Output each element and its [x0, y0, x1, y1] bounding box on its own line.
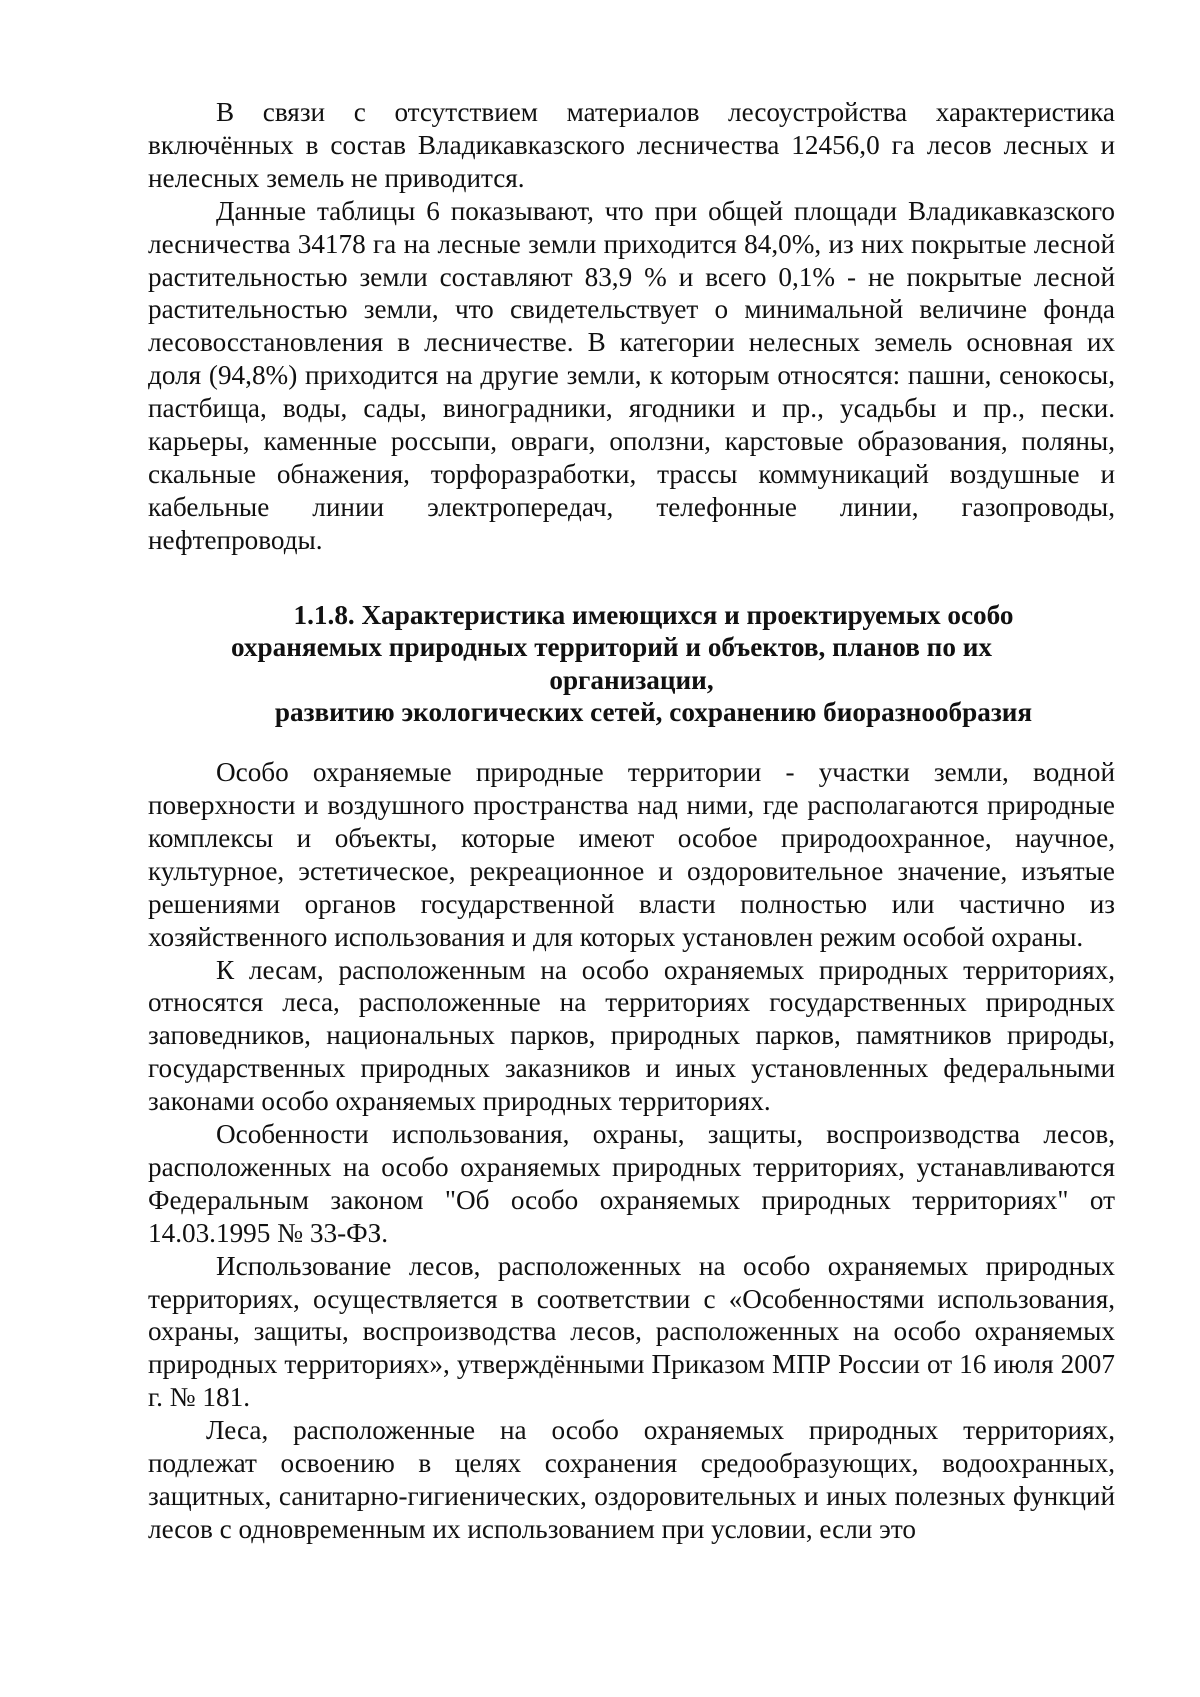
heading-line: 1.1.8. Характеристика имеющихся и проектируемых особо: [293, 599, 1014, 630]
heading-line: охраняемых природных территорий и объектов, планов по их: [230, 632, 992, 663]
paragraph-forest-development: Леса, расположенные на особо охраняемых природных территориях, подлежат освоению в целях сохранения средообразующих, водоохранных, защитных, санитарно-гигиенических, оздоровительных и иных полезных функций лесов с одновременным их использованием при условии, если это: [148, 1415, 1115, 1544]
document-page: [148, 96, 1115, 1546]
paragraph-oopt-definition: Особо охраняемые природные территории - участки земли, водной поверхности и воздушного пространства над ними, где располагаются природные комплексы и объекты, которые имеют особое природоохранное, научное, культурное, эстетическое, рекреационное и оздоровительное значение, изъятые решениями органов государственной власти полностью или частично из хозяйственного использования и для которых установлен режим особой охраны.: [148, 757, 1115, 952]
paragraph-mpr-order: Использование лесов, расположенных на особо охраняемых природных территориях, осуществляется в соответствии с «Особенностями использования, охраны, защиты, воспроизводства лесов, расположенных на особо охраняемых природных территориях», утверждёнными Приказом МПР России от 16 июля 2007 г. № 181.: [148, 1250, 1115, 1413]
paragraph-forests-on-oopt: К лесам, расположенным на особо охраняемых природных территориях, относятся леса, расположенные на территориях государственных природных заповедников, национальных парков, природных парков, памятников природы, государственных природных заказников и иных установленных федеральными законами особо охраняемых природных территориях.: [148, 954, 1115, 1117]
paragraph-federal-law: Особенности использования, охраны, защиты, воспроизводства лесов, расположенных на особо охраняемых природных территориях, устанавливаются Федеральным законом "Об особо охраняемых природных территориях" от 14.03.1995 № 33-ФЗ.: [148, 1119, 1115, 1248]
heading-line: развитию экологических сетей, сохранению биоразнообразия: [274, 697, 1033, 728]
section-heading-1-1-8: [148, 599, 1115, 729]
heading-line: организации,: [549, 664, 714, 695]
paragraph-no-inventory: В связи с отсутствием материалов лесоустройства характеристика включённых в состав Владикавказского лесничества 12456,0 га лесов лесных и нелесных земель не приводится.: [148, 97, 1115, 193]
paragraph-table-6-analysis: Данные таблицы 6 показывают, что при общей площади Владикавказского лесничества 34178 га на лесные земли приходится 84,0%, из них покрытые лесной растительностью земли составляют 83,9 % и всего 0,1% - не покрытые лесной растительностью земли, что свидетельствует о минимальной величине фонда лесовосстановления в лесничестве. В категории нелесных земель основная их доля (94,8%) приходится на другие земли, к которым относятся: пашни, сенокосы, пастбища, воды, сады, виноградники, ягодники и пр., усадьбы и пр., пески. карьеры, каменные россыпи, овраги, оползни, карстовые образования, поляны, скальные обнажения, торфоразработки, трассы коммуникаций воздушные и кабельные линии электропередач, телефонные линии, газопроводы, нефтепроводы.: [148, 195, 1115, 555]
spacer: [148, 729, 1115, 756]
